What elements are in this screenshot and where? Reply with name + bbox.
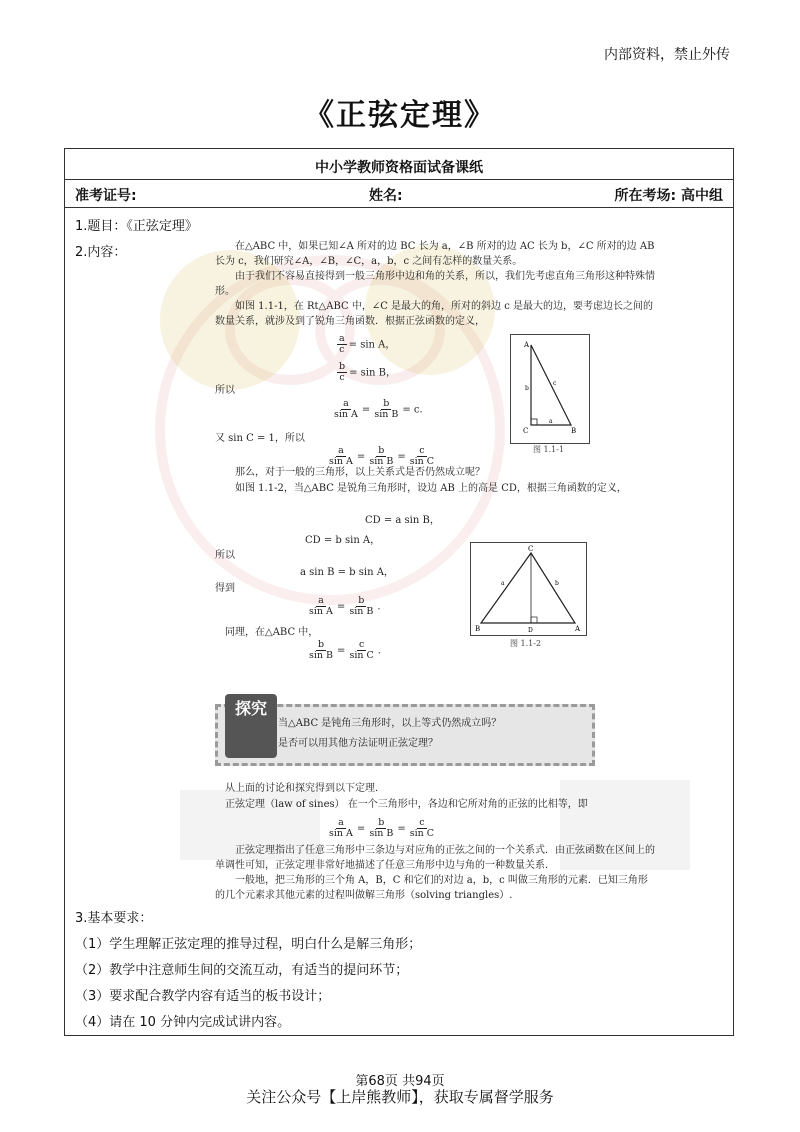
divider xyxy=(65,207,733,208)
svg-text:b: b xyxy=(525,385,529,392)
page-number: 第68页 共94页 xyxy=(355,1074,445,1089)
footer-promo: 关注公众号【上岸熊教师】，获取专属督学服务 xyxy=(246,1088,554,1106)
svg-text:b: b xyxy=(555,580,559,587)
scan-text: 又 sin C = 1，所以 xyxy=(215,433,305,444)
scan-paragraph: 如图 1.1-1，在 Rt△ABC 中，∠C 是最大的角，所对的斜边 c 是最大的边，要考虑边长之间的数量关系，就涉及到了锐角三角函数．根据正弦函数的定义， xyxy=(215,301,653,327)
explore-icon: 探究 xyxy=(225,694,277,758)
acute-triangle-figure xyxy=(470,542,587,636)
content-label: 2.内容： xyxy=(75,245,127,260)
candidate-number-label: 准考证号: xyxy=(75,188,137,204)
formula-cd2: CD = b sin A， xyxy=(305,535,381,546)
requirements-label: 3.基本要求： xyxy=(75,911,153,926)
formula-a-over-c: $\frac{a}{c}$ = sin A， xyxy=(339,333,396,356)
scan-text: 得到 xyxy=(215,583,235,594)
figure-caption: 图 1.1-1 xyxy=(533,445,565,454)
exam-site-label: 所在考场: 高中组 xyxy=(614,188,723,204)
formula-a-b-ratio: $\frac{a}{\text{sin A}}$ = $\frac{b}{\text{sin B}}$ . xyxy=(309,595,381,618)
scan-paragraph: 如图 1.1-2，当△ABC 是锐角三角形时，设边 AB 上的高是 CD，根据三角函数的定义， xyxy=(235,483,627,494)
svg-text:A: A xyxy=(575,625,581,633)
figure-caption: 图 1.1-2 xyxy=(510,639,542,648)
svg-text:D: D xyxy=(528,627,533,634)
scan-paragraph: 正弦定理指出了任意三角形中三条边与对应角的正弦之间的一个关系式．由正弦函数在区间上的单调性可知，正弦定理非常好地描述了任意三角形中边与角的一种数量关系． xyxy=(215,845,655,871)
document-title: 《正弦定理》 xyxy=(304,98,496,133)
confidential-note: 内部资料，禁止外传 xyxy=(604,47,730,63)
formula-law-of-sines: $\frac{a}{\text{sin A}}$ = $\frac{b}{\text{sin B}}$ = $\frac{c}{\text{sin C}}$ xyxy=(329,817,435,840)
right-triangle-figure xyxy=(510,334,590,444)
formula-cd1: CD = a sin B， xyxy=(365,515,440,526)
svg-text:C: C xyxy=(528,545,534,553)
requirement-item: （3）要求配合教学内容有适当的板书设计； xyxy=(75,989,331,1004)
textbook-scan xyxy=(215,234,655,899)
lesson-plan-form xyxy=(64,148,734,1036)
svg-text:B: B xyxy=(475,625,481,633)
scan-paragraph: 在△ABC 中，如果已知∠A 所对的边 BC 长为 a，∠B 所对的边 AC 长为 b，∠C 所对的边 AB 长为 c，我们研究∠A，∠B，∠C，a，b，c 之间有怎样的数量关系。 xyxy=(215,241,655,267)
requirement-item: （2）教学中注意师生间的交流互动，有适当的提问环节； xyxy=(75,963,409,978)
topic-line: 1.题目：《正弦定理》 xyxy=(75,219,198,234)
svg-text:B: B xyxy=(571,427,577,435)
form-title: 中小学教师资格面试备课纸 xyxy=(315,160,483,176)
scan-text: 同理，在△ABC 中， xyxy=(225,627,319,638)
theorem-statement: 正弦定理（law of sines） 在一个三角形中，各边和它所对角的正弦的比相等，即 xyxy=(225,799,588,810)
requirement-item: （4）请在 10 分钟内完成试讲内容。 xyxy=(75,1015,291,1030)
svg-text:C: C xyxy=(523,427,529,435)
scan-paragraph: 那么，对于一般的三角形，以上关系式是否仍然成立呢？ xyxy=(235,467,485,478)
svg-text:A: A xyxy=(524,341,530,349)
name-label: 姓名: xyxy=(369,188,403,204)
explore-question: 是否可以用其他方法证明正弦定理？ xyxy=(278,738,438,749)
formula-b-over-c: $\frac{b}{c}$ = sin B， xyxy=(339,361,396,384)
formula-b-c-ratio: $\frac{b}{\text{sin B}}$ = $\frac{c}{\text{sin C}}$ . xyxy=(309,639,381,662)
explore-question: 当△ABC 是钝角三角形时，以上等式仍然成立吗？ xyxy=(278,718,502,729)
formula-asinb: a sin B = b sin A， xyxy=(300,567,394,578)
requirement-item: （1）学生理解正弦定理的推导过程，明白什么是解三角形； xyxy=(75,937,422,952)
scan-text: 所以 xyxy=(215,385,235,396)
scan-text: 所以 xyxy=(215,550,235,561)
scan-paragraph: 从上面的讨论和探究得到以下定理． xyxy=(225,783,385,794)
svg-text:c: c xyxy=(553,380,557,387)
formula-ratio: $\frac{a}{\text{sin A}}$ = $\frac{b}{\text{sin B}}$ = c. xyxy=(334,398,423,421)
svg-text:a: a xyxy=(501,580,505,587)
scan-paragraph: 一般地，把三角形的三个角 A，B，C 和它们的对边 a，b，c 叫做三角形的元素．已知三角形的几个元素求其他元素的过程叫做解三角形（solving triangles）. xyxy=(215,875,648,901)
divider xyxy=(65,179,733,180)
formula-full-ratio: $\frac{a}{\text{sin A}}$ = $\frac{b}{\text{sin B}}$ = $\frac{c}{\text{sin C}}$ xyxy=(329,445,435,468)
svg-text:a: a xyxy=(549,418,553,425)
scan-paragraph: 由于我们不容易直接得到一般三角形中边和角的关系，所以，我们先考虑直角三角形这种特殊情形。 xyxy=(215,271,655,297)
